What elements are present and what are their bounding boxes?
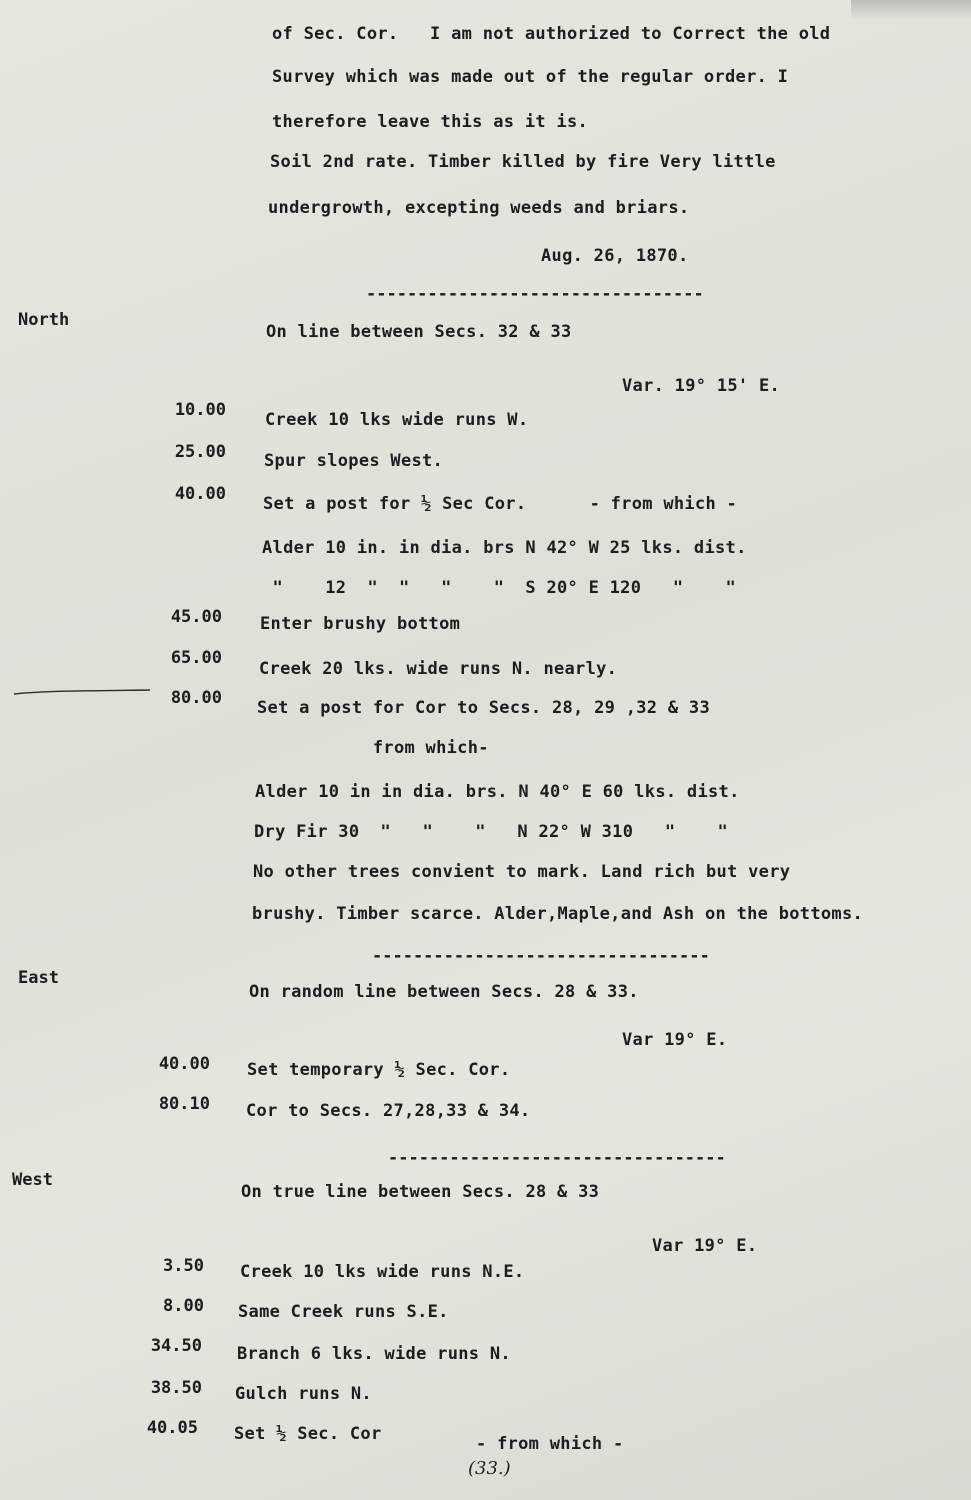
direction-east: East: [18, 968, 59, 988]
west-distance: 3.50: [163, 1256, 204, 1276]
north-entry: Dry Fir 30 " " " N 22° W 310 " ": [254, 822, 729, 842]
east-entry: Cor to Secs. 27,28,33 & 34.: [246, 1101, 531, 1121]
north-distance: 10.00: [174, 400, 226, 420]
north-entry: brushy. Timber scarce. Alder,Maple,and Ash on the bottoms.: [252, 904, 864, 924]
east-heading: On random line between Secs. 28 & 33.: [249, 982, 639, 1002]
intro-line-4: Soil 2nd rate. Timber killed by fire Very little: [270, 152, 776, 172]
north-entry: Creek 10 lks wide runs W.: [265, 410, 529, 430]
intro-line-1: of Sec. Cor. I am not authorized to Correct the old: [272, 24, 831, 44]
east-entry: Set temporary ½ Sec. Cor.: [247, 1060, 511, 1080]
west-entry: Branch 6 lks. wide runs N.: [237, 1344, 511, 1364]
west-distance: 34.50: [150, 1336, 202, 1356]
north-distance: 40.00: [174, 484, 226, 504]
west-entry: Set ½ Sec. Cor: [234, 1424, 382, 1444]
north-entry: Set a post for Cor to Secs. 28, 29 ,32 & 33: [257, 698, 710, 718]
north-entry: Alder 10 in in dia. brs. N 40° E 60 lks. dist.: [255, 782, 740, 802]
north-entry: Spur slopes West.: [264, 451, 444, 471]
separator-3: ---------------------------------: [388, 1148, 726, 1168]
page-number: (33.): [468, 1458, 511, 1479]
west-variation: Var 19° E.: [652, 1236, 758, 1256]
north-distance: 45.00: [170, 607, 222, 627]
north-heading: On line between Secs. 32 & 33: [266, 322, 572, 342]
intro-line-5: undergrowth, excepting weeds and briars.: [268, 198, 690, 218]
north-variation: Var. 19° 15' E.: [622, 376, 781, 396]
north-entry: from which-: [257, 738, 489, 758]
west-distance: 40.05: [146, 1418, 198, 1438]
pencil-mark: [12, 688, 152, 698]
west-entry: Creek 10 lks wide runs N.E.: [240, 1262, 525, 1282]
north-distance: 80.00: [170, 688, 222, 708]
west-distance: 38.50: [150, 1378, 202, 1398]
west-heading: On true line between Secs. 28 & 33: [241, 1182, 600, 1202]
edge-shadow: [851, 0, 971, 20]
direction-west: West: [12, 1170, 53, 1190]
north-entry: " 12 " " " " S 20° E 120 " ": [262, 578, 737, 598]
east-distance: 80.10: [158, 1094, 210, 1114]
north-distance: 25.00: [174, 442, 226, 462]
intro-line-2: Survey which was made out of the regular order. I: [272, 67, 789, 87]
separator-2: ---------------------------------: [372, 946, 710, 966]
intro-date: Aug. 26, 1870.: [541, 246, 689, 266]
north-entry: Creek 20 lks. wide runs N. nearly.: [259, 659, 618, 679]
north-entry: Set a post for ½ Sec Cor. - from which -: [263, 494, 738, 514]
west-entry: Gulch runs N.: [235, 1384, 372, 1404]
west-from-which: - from which -: [476, 1434, 624, 1454]
intro-line-3: therefore leave this as it is.: [272, 112, 589, 132]
north-entry: Alder 10 in. in dia. brs N 42° W 25 lks. dist.: [262, 538, 747, 558]
north-entry: No other trees convient to mark. Land rich but very: [253, 862, 791, 882]
west-distance: 8.00: [163, 1296, 204, 1316]
east-distance: 40.00: [158, 1054, 210, 1074]
north-distance: 65.00: [170, 648, 222, 668]
direction-north: North: [18, 310, 70, 330]
separator-1: ---------------------------------: [366, 284, 704, 304]
north-entry: Enter brushy bottom: [260, 614, 461, 634]
east-variation: Var 19° E.: [622, 1030, 728, 1050]
west-entry: Same Creek runs S.E.: [238, 1302, 449, 1322]
